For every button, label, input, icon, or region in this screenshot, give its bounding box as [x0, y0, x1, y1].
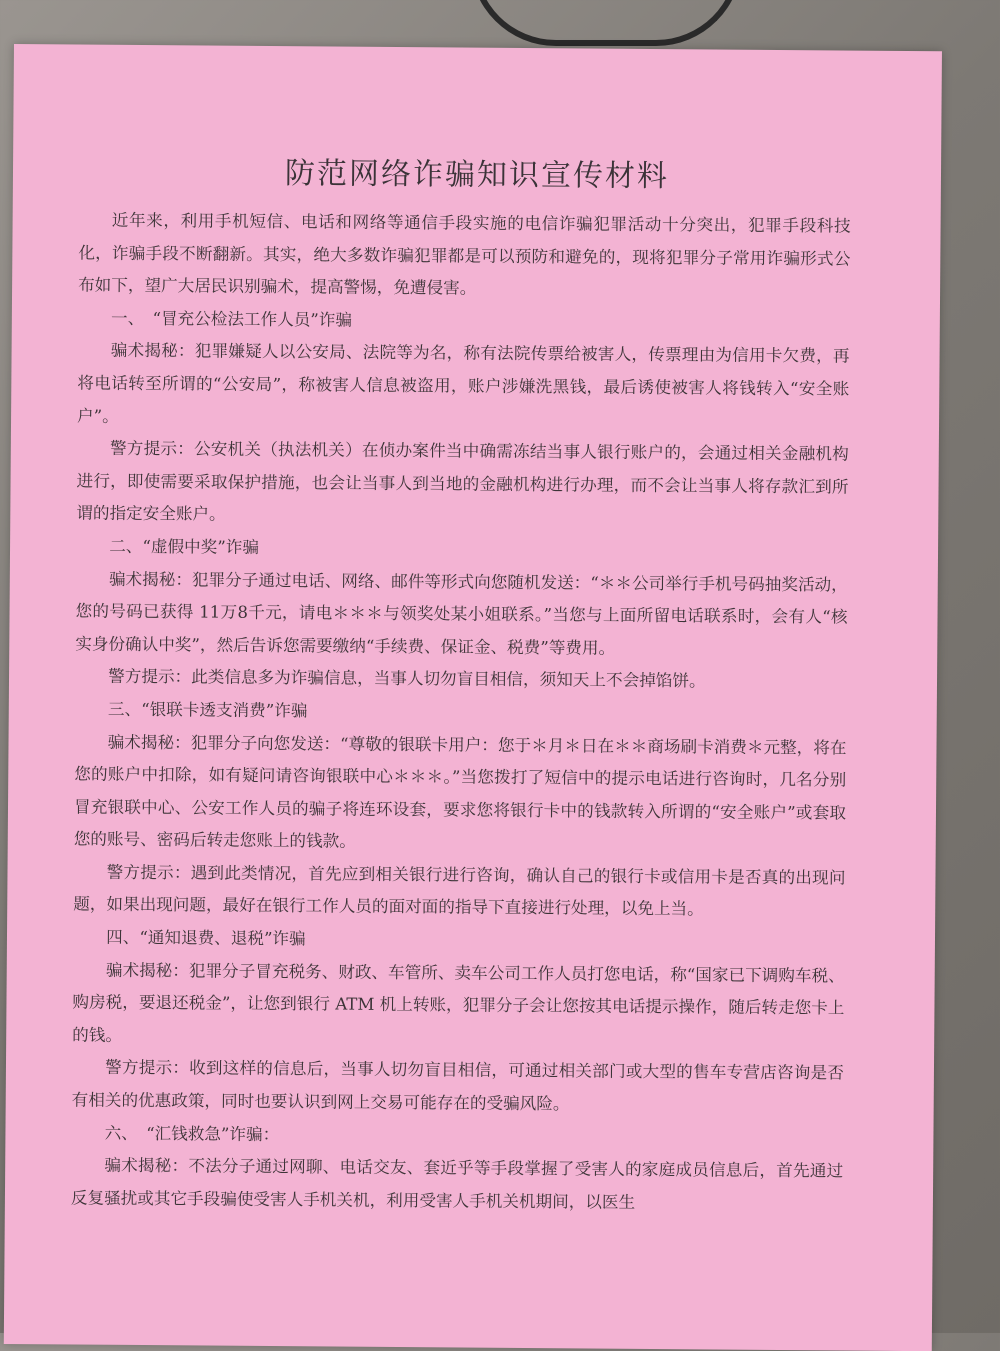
scam-reveal-paragraph: 骗术揭秘：犯罪分子通过电话、网络、邮件等形式向您随机发送：“＊＊公司举行手机号码抽奖活动，您的号码已获得 11万8千元，请电＊＊＊与领奖处某小姐联系。”当您与上面所留电话联系时，会有人“核实身份确认中奖”，然后告诉您需要缴纳“手续费、保证金、税费”等费用。: [75, 569, 848, 658]
document-title: 防范网络诈骗知识宣传材料: [284, 156, 670, 195]
section-heading-6: 六、 “汇钱救急”诈骗：: [104, 1123, 280, 1144]
scam-reveal-paragraph: 骗术揭秘：犯罪嫌疑人以公安局、法院等为名，称有法院传票给被害人，传票理由为信用卡欠费，再将电话转至所谓的“公安局”，称被害人信息被盗用，账户涉嫌洗黑钱，最后诱使被害人将钱转入“安全账户”。: [77, 341, 850, 426]
section-heading-4: 四、“通知退费、退税”诈骗: [106, 927, 306, 949]
intro-paragraph: 近年来，利用手机短信、电话和网络等通信手段实施的电信诈骗犯罪活动十分突出，犯罪手段科技化，诈骗手段不断翻新。其实，绝大多数诈骗犯罪都是可以预防和避免的，现将犯罪分子常用诈骗形式公布如下，望广大居民识别骗术，提高警惕，免遭侵害。: [78, 210, 851, 298]
police-tip-paragraph: 警方提示：收到这样的信息后，当事人切勿盲目相信，可通过相关部门或大型的售车专营店咨询是否有相关的优惠政策，同时也要认识到网上交易可能存在的受骗风险。: [71, 1058, 845, 1114]
desk-cable: [470, 0, 742, 46]
police-tip-paragraph: 警方提示：遇到此类情况，首先应到相关银行进行咨询，确认自己的银行卡或信用卡是否真的出现问题，如果出现问题，最好在银行工作人员的面对面的指导下直接进行处理，以免上当。: [73, 862, 846, 919]
scam-reveal-paragraph: 骗术揭秘：犯罪分子向您发送：“尊敬的银联卡用户：您于＊月＊日在＊＊商场刷卡消费＊元整，将在您的账户中扣除，如有疑问请咨询银联中心＊＊＊。”当您拨打了短信中的提示电话进行咨询时，几名分别冒充银联中心、公安工作人员的骗子将连环设套，要求您将银行卡中的钱款转入所谓的“安全账户”或套取您的账号、密码后转走您账上的钱款。: [73, 732, 847, 851]
document-paper: [4, 44, 942, 1351]
scam-reveal-paragraph: 骗术揭秘：不法分子通过网聊、电话交友、套近乎等手段掌握了受害人的家庭成员信息后，首先通过反复骚扰或其它手段骗使受害人手机关机，利用受害人手机关机期间，以医生: [70, 1155, 844, 1212]
section-heading-2: 二、“虚假中奖”诈骗: [109, 536, 260, 557]
police-tip-paragraph: 警方提示：公安机关（执法机关）在侦办案件当中确需冻结当事人银行账户的，会通过相关金融机构进行，即使需要采取保护措施，也会让当事人到当地的金融机构进行办理，而不会让当事人将存款汇到所谓的指定安全账户。: [76, 438, 849, 525]
section-heading-1: 一、 “冒充公检法工作人员”诈骗: [110, 308, 353, 330]
police-tip-paragraph: 警方提示：此类信息多为诈骗信息，当事人切勿盲目相信，须知天上不会掉馅饼。: [108, 667, 706, 691]
scam-reveal-paragraph: 骗术揭秘：犯罪分子冒充税务、财政、车管所、卖车公司工作人员打您电话，称“国家已下调购车税、购房税，要退还税金”，让您到银行 ATM 机上转账，犯罪分子会让您按其电话提示操作，随后转走您卡上的钱。: [72, 960, 845, 1045]
section-heading-3: 三、“银联卡透支消费”诈骗: [107, 699, 308, 721]
document-body: [71, 205, 851, 1221]
